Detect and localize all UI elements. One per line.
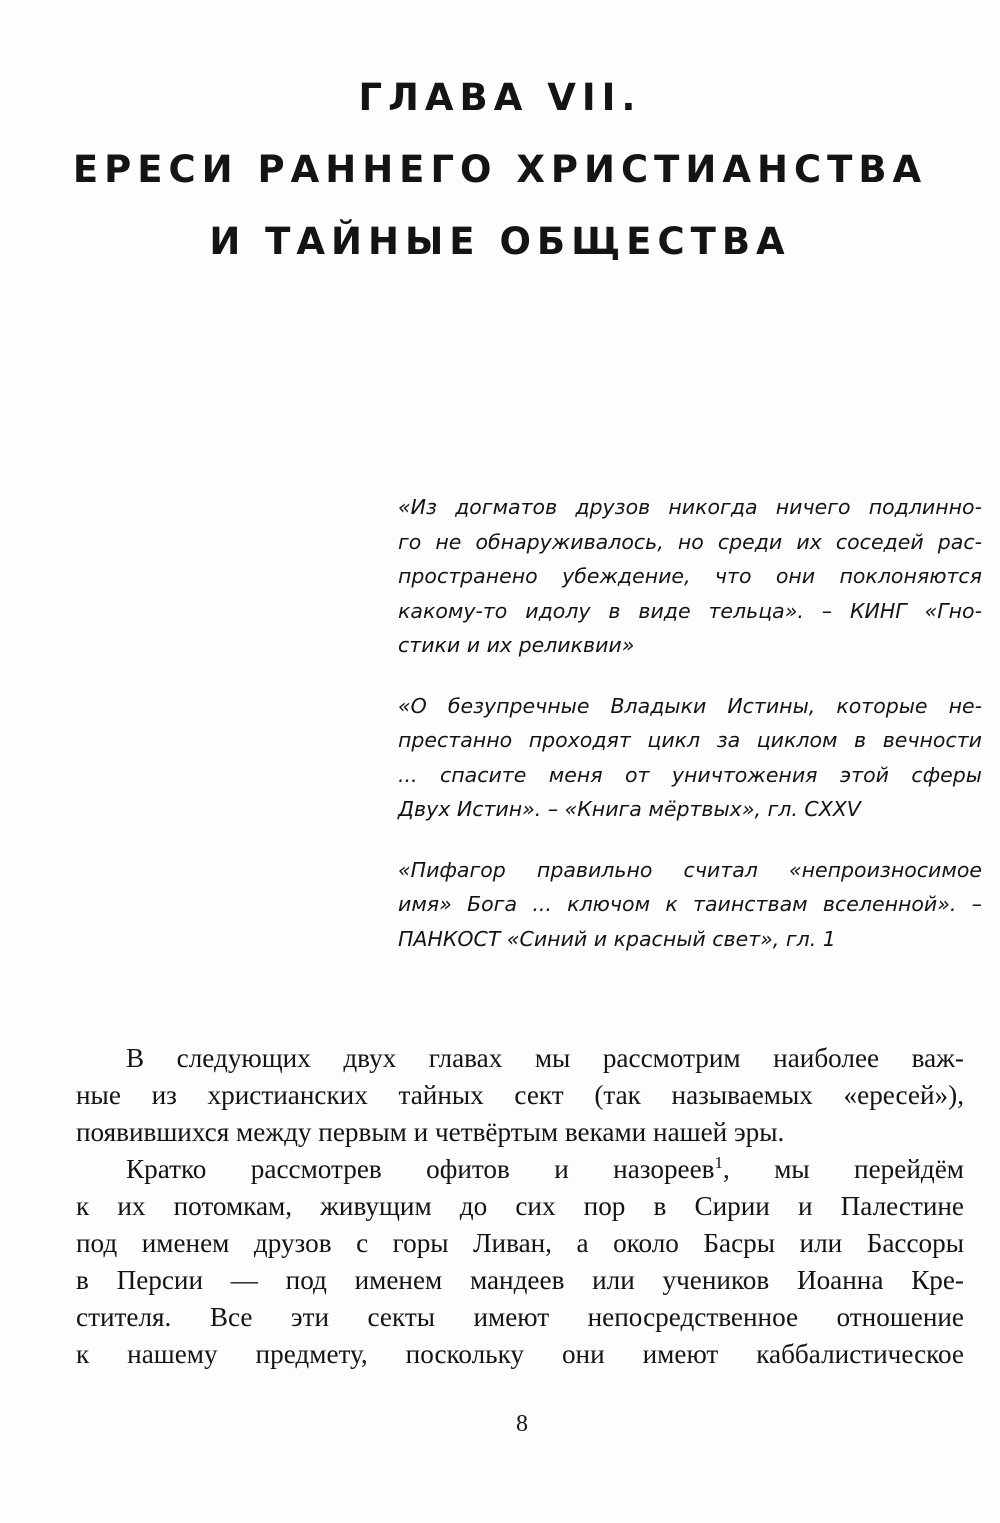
chapter-title-line-2: И ТАЙНЫЕ ОБЩЕСТВА	[209, 220, 791, 263]
epigraph-king	[398, 490, 982, 663]
paragraph-2-text: Кратко рассмотрев офитов и назореев	[126, 1154, 715, 1184]
epigraph-book-of-the-dead	[398, 689, 982, 827]
paragraph-2-first-line	[76, 1151, 964, 1188]
epigraph-line: «Из догматов друзов никогда ничего подлинно-	[398, 495, 982, 519]
paragraph-2-line: в Персии — под именем мандеев или учеников Иоанна Кре-	[76, 1265, 964, 1295]
paragraph-2-line: к их потомкам, живущим до сих пор в Сирии и Палестине	[76, 1191, 964, 1221]
chapter-heading	[60, 62, 940, 278]
footnote-reference[interactable]: 1	[714, 1152, 724, 1172]
epigraph-line: стики и их реликвии»	[398, 633, 635, 657]
paragraph-2-line: к нашему предмету, поскольку они имеют каббалистическое	[76, 1339, 964, 1369]
paragraph-1-line: ные из христианских тайных сект (так называемых «ересей»),	[76, 1080, 964, 1110]
epigraph-line: го не обнаруживалось, но среди их соседей рас-	[398, 529, 982, 554]
epigraph-pancoast	[398, 853, 982, 957]
epigraph-line: Двух Истин». – «Книга мёртвых», гл. CXXV	[398, 797, 861, 821]
paragraph-1-line: появившихся между первым и четвёртым веками нашей эры.	[76, 1117, 785, 1147]
paragraph-2-line: под именем друзов с горы Ливан, а около Басры или Бассоры	[76, 1228, 964, 1258]
epigraph-line: престанно проходят цикл за циклом в вечности	[398, 728, 982, 752]
epigraph-line: «О безупречные Владыки Истины, которые не-	[398, 693, 982, 718]
paragraph-1-line: В следующих двух главах мы рассмотрим наиболее важ-	[126, 1043, 964, 1073]
epigraph-line: имя» Бога ... ключом к таинствам вселенной». –	[398, 892, 982, 916]
epigraph-line: пространено убеждение, что они поклоняются	[398, 564, 982, 588]
page-number: 8	[516, 1411, 528, 1437]
chapter-title-line-1: ЕРЕСИ РАННЕГО ХРИСТИАНСТВА	[72, 148, 928, 191]
epigraphs	[398, 490, 982, 982]
epigraph-line: ПАНКОСТ «Синий и красный свет», гл. 1	[398, 926, 836, 951]
epigraph-line: какому-то идолу в виде тельца». – КИНГ «Гно-	[398, 598, 982, 623]
paragraph-2-text: , мы перейдём	[723, 1154, 964, 1184]
body-text	[76, 1040, 964, 1373]
chapter-number: ГЛАВА VII.	[358, 76, 642, 119]
epigraph-line: «Пифагор правильно считал «непроизносимое	[398, 857, 982, 882]
epigraph-line: ... спасите меня от уничтожения этой сферы	[398, 762, 982, 787]
paragraph-2-line: стителя. Все эти секты имеют непосредственное отношение	[76, 1302, 964, 1332]
